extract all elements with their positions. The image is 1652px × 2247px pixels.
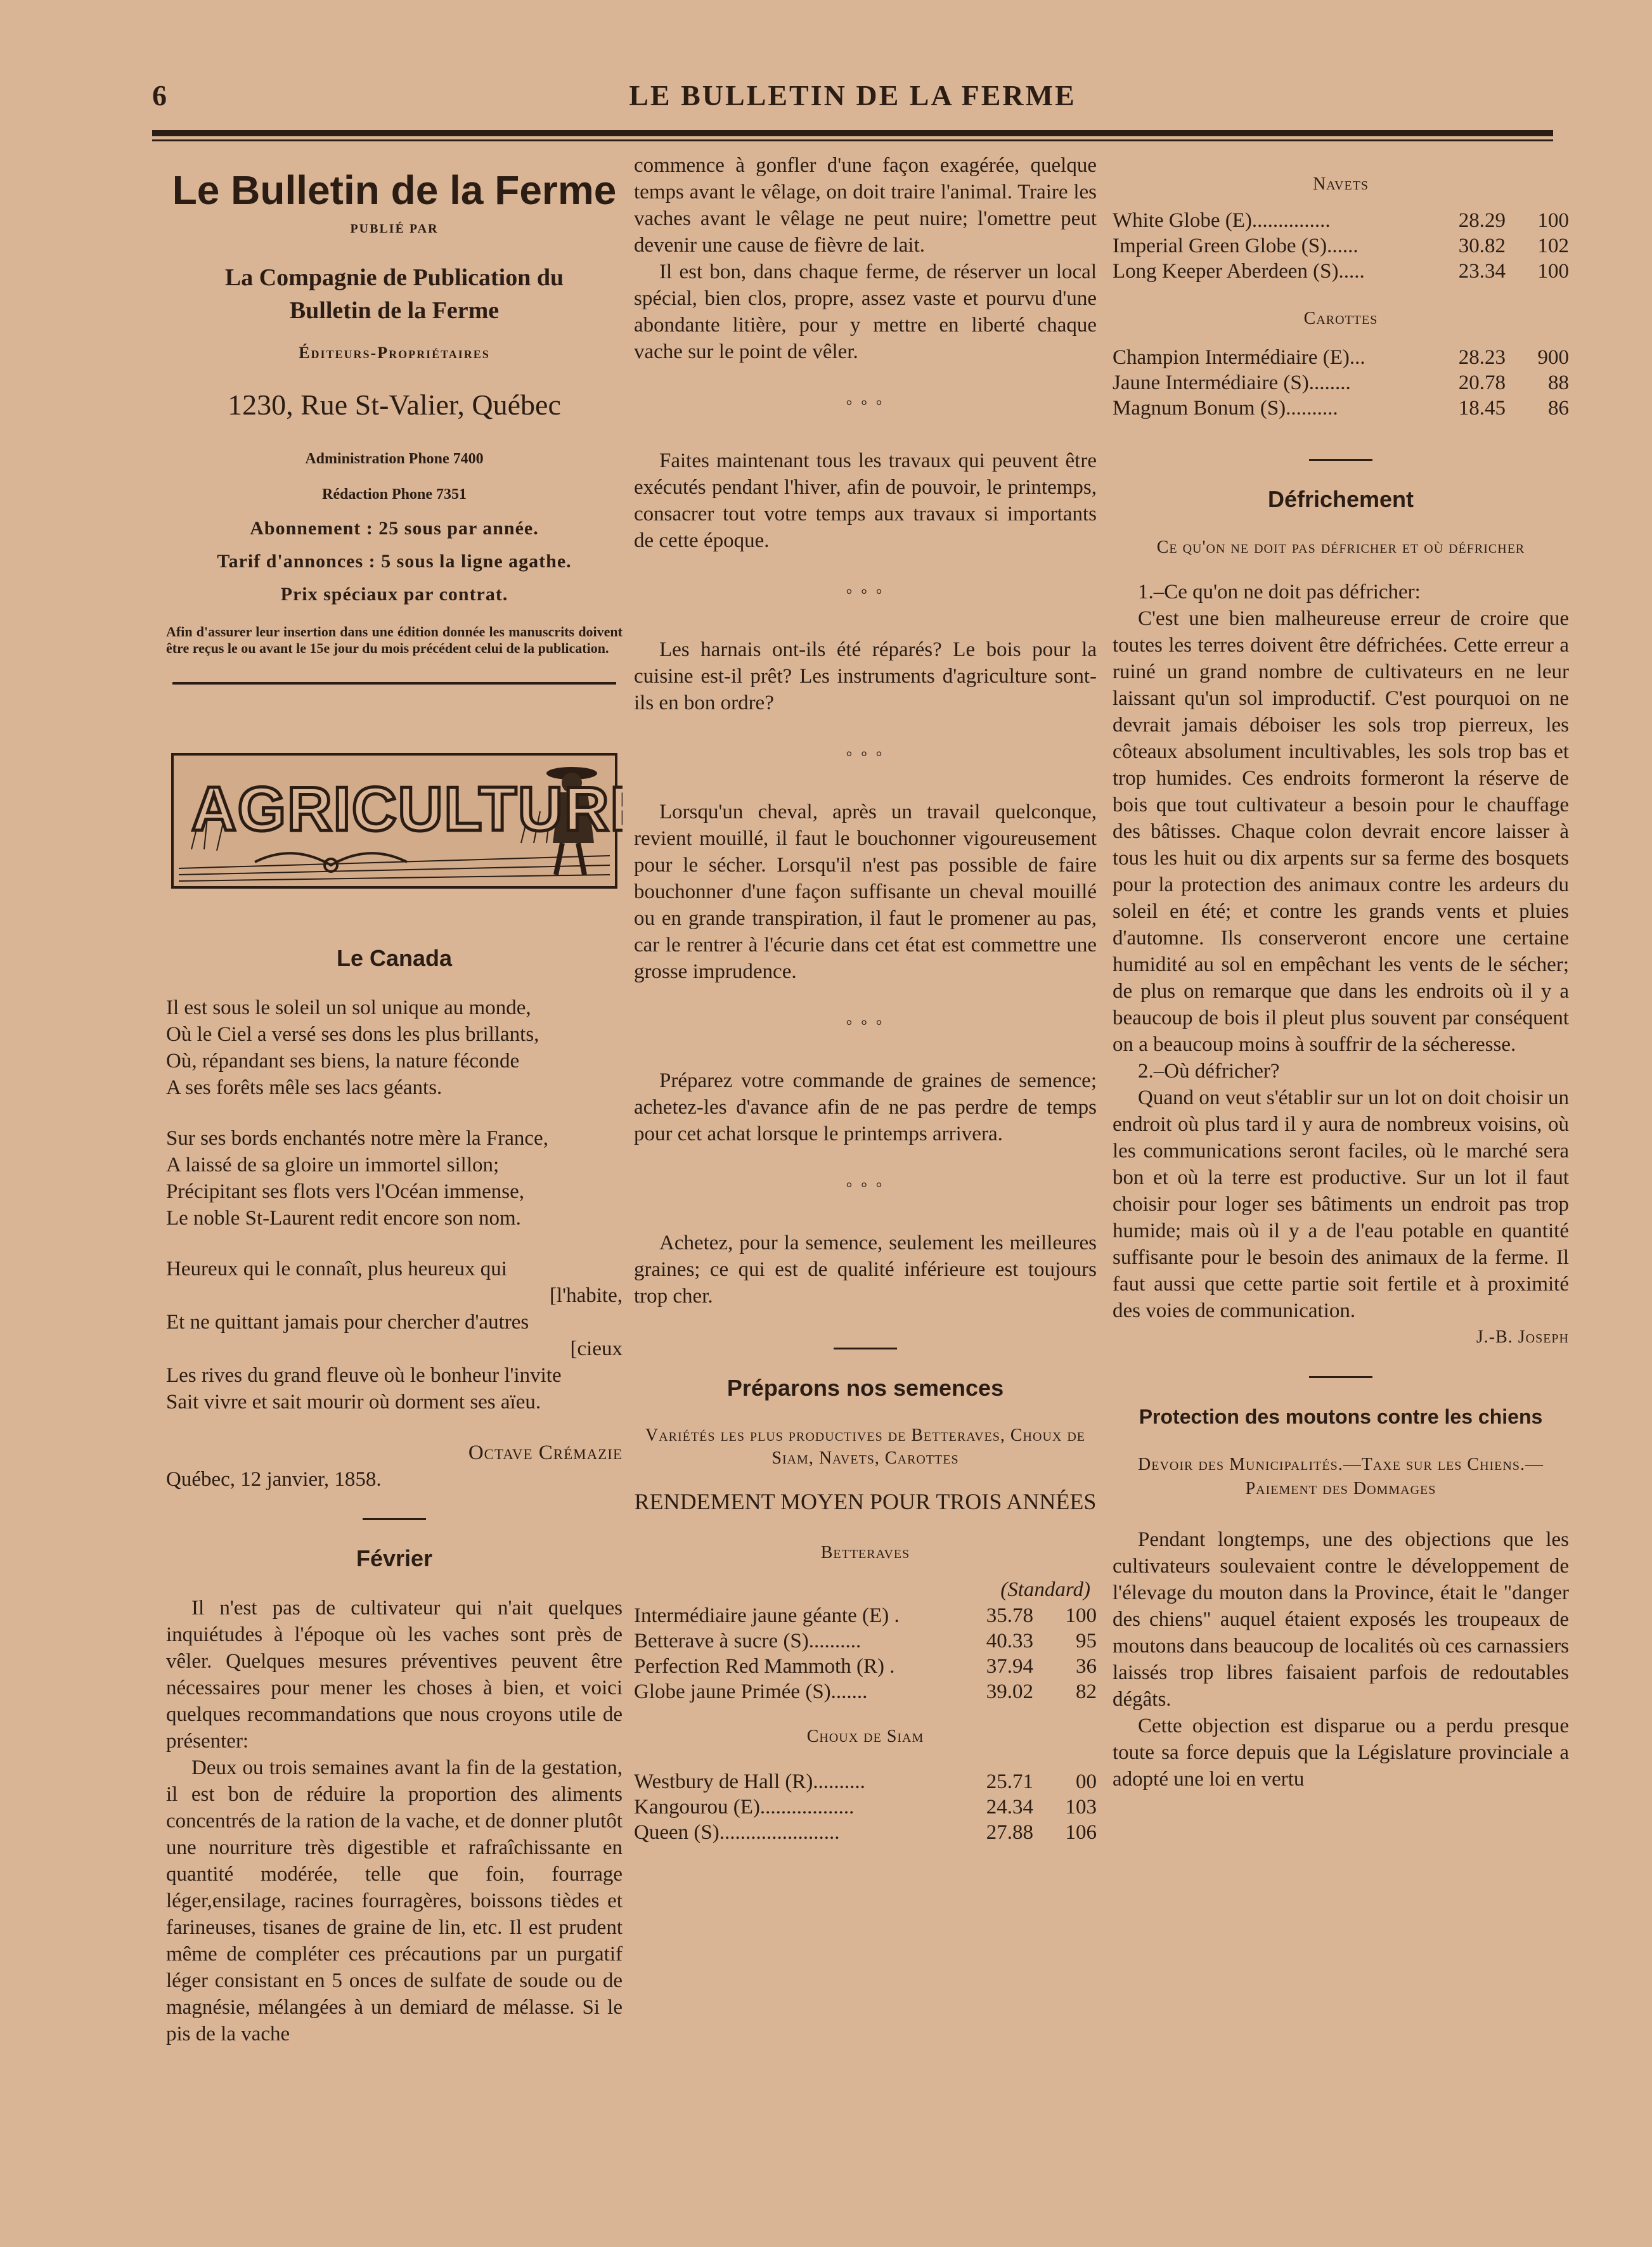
- yield-row: [634, 1603, 1097, 1628]
- navets-table: [1113, 208, 1569, 284]
- moutons-title: Protection des moutons contre les chiens: [1139, 1405, 1543, 1428]
- fevrier-paragraph-2-cont: commence à gonfler d'une façon exagérée, quelque temps avant le vêlage, on doit traire l'animal. Traire les vaches avant le vêlage ne peut nuire; l'omettre peut devenir une cause de fièvre de lait.: [634, 154, 1097, 257]
- poem-line: A ses forêts mêle ses lacs géants.: [166, 1076, 442, 1099]
- rendement-heading: RENDEMENT MOYEN POUR TROIS ANNÉES: [634, 1489, 1097, 1514]
- defrichement-author: J.-B. Joseph: [1476, 1327, 1569, 1347]
- standard-value: 103: [1065, 1796, 1097, 1819]
- address: 1230, Rue St-Valier, Québec: [228, 389, 561, 421]
- standard-label: (Standard): [1000, 1578, 1090, 1601]
- masthead: [166, 165, 623, 657]
- logo-text: AGRICULTURE: [191, 774, 623, 844]
- yield-value: 20.78: [1458, 371, 1506, 394]
- poem: [166, 995, 623, 1493]
- yield-value: 23.34: [1458, 260, 1506, 283]
- column-3: [1113, 152, 1569, 1793]
- poem-stanza-2: [166, 1125, 623, 1232]
- variety-name: Betterave à sucre (S)..........: [634, 1630, 861, 1652]
- poem-line: Sur ses bords enchantés notre mère la France,: [166, 1127, 548, 1150]
- yield-row: [1113, 396, 1569, 421]
- poem-dateline: Québec, 12 janvier, 1858.: [166, 1468, 382, 1491]
- yield-value: 39.02: [986, 1680, 1033, 1703]
- moutons-paragraph-1: Pendant longtemps, une des objections que les cultivateurs soulevaient contre le développement de l'élevage du mouton dans la Province, était le "danger des chiens" auquel étaient exposés les troupeaux de moutons dans beaucoup de localités où ces carnassiers laissés trop libres faisaient parfois de redoutables dégâts.: [1113, 1528, 1569, 1711]
- ad-rate: Tarif d'annonces : 5 sous la ligne agathe.: [217, 551, 572, 572]
- column-2: [634, 152, 1097, 1845]
- yield-row: [634, 1769, 1097, 1794]
- fevrier-paragraph-5: Les harnais ont-ils été réparés? Le bois pour la cuisine est-il prêt? Les instruments d'agriculture sont-ils en bon ordre?: [634, 638, 1097, 714]
- yield-row: [1113, 370, 1569, 396]
- poem-author: Octave Crémazie: [468, 1441, 623, 1464]
- masthead-title: Le Bulletin de la Ferme: [172, 167, 617, 213]
- standard-value: 100: [1537, 260, 1569, 283]
- poem-line: Heureux qui le connaît, plus heureux qui: [166, 1258, 507, 1280]
- yield-row: [634, 1654, 1097, 1679]
- defrichement-title: Défrichement: [1267, 486, 1414, 512]
- defrichement-paragraph-1: C'est une bien malheureuse erreur de croire que toutes les terres doivent être défrichées. Cette erreur a ruiné un grand nombre de cultivateurs en ne leur laissant qu'un sol improductif. C'est pourquoi on ne devrait jamais déboiser les sols trop pierreux, les côteaux absolument incultivables, les sols trop bas et trop humides. Ces endroits formeront la réserve de bois que tout cultivateur a besoin pour le chauffage des bâtisses. Chaque colon devrait encore laisser à tous les huit ou dix arpents sur sa ferme des bosquets pour la protection des animaux contre les ardeurs du soleil en été; et contre les grands vents et pluies d'automne. Ils conserveront encore une certaine humidité au sol en empêchant les vents de le sécher; de plus on remarque que dans les endroits où il y a beaucoup de bois il pleut plus souvent par conséquent on a beaucoup moins à souffrir de la sécheresse.: [1113, 607, 1569, 1056]
- fevrier-title: Février: [356, 1545, 433, 1571]
- standard-value: 95: [1076, 1630, 1097, 1652]
- defrichement-heading-2: 2.–Où défricher?: [1138, 1060, 1280, 1083]
- fevrier-paragraph-1: Il n'est pas de cultivateur qui n'ait quelques inquiétudes à l'époque où les vaches sont près de vêler. Quelques mesures préventives peuvent être nécessaires pour mener les choses à bien, et voici quelques recommandations que nous croyons utile de présenter:: [166, 1597, 623, 1753]
- admin-phone: Administration Phone 7400: [305, 451, 484, 467]
- special-prices: Prix spéciaux par contrat.: [280, 584, 508, 605]
- ornament-separator: ° ° °: [846, 587, 885, 603]
- yield-value: 18.45: [1458, 397, 1506, 420]
- poem-line: Le noble St-Laurent redit encore son nom.: [166, 1207, 521, 1230]
- yield-value: 37.94: [986, 1655, 1033, 1678]
- poem-line-cont: [cieux: [570, 1337, 623, 1360]
- fevrier-paragraph-4: Faites maintenant tous les travaux qui peuvent être exécutés pendant l'hiver, afin de pouvoir, le printemps, consacrer tout votre temps aux travaux si importants de cette époque.: [634, 449, 1097, 552]
- moutons-subtitle: Devoir des Municipalités.—Taxe sur les Chiens.—Paiement des Dommages: [1138, 1455, 1544, 1498]
- yield-value: 30.82: [1458, 235, 1506, 257]
- standard-value: 102: [1537, 235, 1569, 257]
- standard-value: 100: [1537, 209, 1569, 232]
- published-by: PUBLIÉ PAR: [350, 222, 439, 236]
- moutons-paragraph-2: Cette objection est disparue ou a perdu presque toute sa force depuis que la Législature provinciale a adopté une loi en vertu: [1113, 1715, 1569, 1791]
- poem-line: Précipitant ses flots vers l'Océan immense,: [166, 1180, 524, 1203]
- header-rule: [152, 130, 1553, 136]
- yield-value: 28.23: [1458, 346, 1506, 369]
- variety-name: Imperial Green Globe (S)......: [1113, 235, 1358, 257]
- defrichement-heading-1: 1.–Ce qu'on ne doit pas défricher:: [1138, 581, 1421, 603]
- yield-value: 25.71: [986, 1770, 1033, 1793]
- variety-name: Westbury de Hall (R)..........: [634, 1770, 865, 1793]
- section-divider: [172, 682, 616, 685]
- poem-line: Il est sous le soleil un sol unique au monde,: [166, 996, 531, 1019]
- standard-value: 86: [1548, 397, 1569, 420]
- yield-row: [1113, 345, 1569, 370]
- variety-name: Long Keeper Aberdeen (S).....: [1113, 260, 1365, 283]
- variety-name: Queen (S).......................: [634, 1821, 840, 1844]
- variety-name: Kangourou (E)..................: [634, 1796, 855, 1819]
- variety-name: Globe jaune Primée (S).......: [634, 1680, 868, 1703]
- semences-title: Préparons nos semences: [726, 1375, 1004, 1401]
- company-line-1: La Compagnie de Publication du: [224, 264, 564, 291]
- poem-line: Les rives du grand fleuve où le bonheur l'invite: [166, 1364, 562, 1387]
- fevrier-paragraph-2: Deux ou trois semaines avant la fin de la gestation, il est bon de réduire la proportion des aliments concentrés de la ration de la vache, et de donner plutôt une nourriture très digestible et rafraîchissante en quantité modérée, telle que foin, fourrage léger,ensilage, racines fourragères, boissons tièdes et farineuses, tisanes de graine de lin, etc. Il est prudent même de compléter ces précautions par un purgatif léger consistant en 5 onces de sulfate de soude ou de magnésie, mélangées à un demiard de mélasse. Si le pis de la vache: [166, 1756, 623, 2045]
- column-1: [166, 152, 623, 2047]
- variety-name: Perfection Red Mammoth (R) .: [634, 1655, 895, 1678]
- fevrier-paragraph-7: Préparez votre commande de graines de semence; achetez-les d'avance afin de ne pas perdre de temps pour cet achat lorsque le printemps arrivera.: [634, 1069, 1097, 1145]
- company-line-2: Bulletin de la Ferme: [289, 297, 500, 324]
- yield-value: 35.78: [986, 1604, 1033, 1627]
- section-divider: [1309, 459, 1372, 461]
- redaction-phone: Rédaction Phone 7351: [322, 486, 467, 503]
- page-number: 6: [152, 79, 167, 112]
- navets-title: Navets: [1312, 174, 1369, 194]
- defrichement-paragraph-2: Quand on veut s'établir sur un lot on doit choisir un endroit où plus tard il y aura de nombreux voisins, où les communications seront faciles, où le marché sera bon et où la terre est productive. Sur un lot il faut choisir pour loger ses bâtiments un endroit pas trop humide; mais où il y a de l'eau potable en quantité suffisante pour le besoin des animaux de la ferme. Il faut aussi que cette partie soit fertile et à proximité des voies de communication.: [1113, 1086, 1569, 1322]
- standard-value: 82: [1076, 1680, 1097, 1703]
- yield-value: 28.29: [1458, 209, 1506, 232]
- standard-value: 100: [1065, 1604, 1097, 1627]
- standard-value: 00: [1076, 1770, 1097, 1793]
- poem-title: Le Canada: [336, 945, 453, 971]
- poem-line-cont: [l'habite,: [550, 1284, 623, 1307]
- journal-title: LE BULLETIN DE LA FERME: [629, 79, 1076, 112]
- yield-row: [634, 1679, 1097, 1704]
- yield-value: 27.88: [986, 1821, 1033, 1844]
- ornament-separator: ° ° °: [846, 1180, 885, 1197]
- section-divider: [834, 1348, 897, 1349]
- poem-stanza-1: [166, 995, 623, 1101]
- section-divider: [1309, 1376, 1372, 1378]
- yield-row: [634, 1628, 1097, 1654]
- carottes-title: Carottes: [1303, 309, 1378, 328]
- poem-line: Sait vivre et sait mourir où dorment ses aïeu.: [166, 1391, 541, 1413]
- ornament-separator: ° ° °: [846, 749, 885, 766]
- section-divider: [363, 1518, 426, 1520]
- semences-subtitle: Variétés les plus productives de Betteraves, Choux de Siam, Navets, Carottes: [645, 1426, 1085, 1468]
- poem-line: A laissé de sa gloire un immortel sillon;: [166, 1154, 500, 1176]
- yield-row: [634, 1820, 1097, 1845]
- standard-value: 36: [1076, 1655, 1097, 1678]
- yield-row: [1113, 233, 1569, 259]
- fevrier-paragraph-6: Lorsqu'un cheval, après un travail quelconque, revient mouillé, il faut le bouchonner vigoureusement pour le sécher. Lorsqu'il n'est pas possible de faire bouchonner d'une façon suffisante un cheval mouillé ou en grande transpiration, il faut le promener au pas, car le rentrer à l'écurie dans cet état est commettre une grosse imprudence.: [634, 801, 1097, 983]
- yield-row: [634, 1794, 1097, 1820]
- variety-name: Jaune Intermédiaire (S)........: [1113, 371, 1351, 394]
- yield-row: [1113, 208, 1569, 233]
- ornament-separator: ° ° °: [846, 1018, 885, 1034]
- agriculture-logo: [166, 748, 623, 894]
- poem-stanza-3: [166, 1256, 623, 1415]
- variety-name: Intermédiaire jaune géante (E) .: [634, 1604, 900, 1627]
- subscription: Abonnement : 25 sous par année.: [250, 518, 539, 539]
- betteraves-title: Betteraves: [820, 1543, 910, 1562]
- variety-name: White Globe (E)...............: [1113, 209, 1331, 232]
- poem-line: Où, répandant ses biens, la nature féconde: [166, 1050, 520, 1072]
- variety-name: Champion Intermédiaire (E)...: [1113, 346, 1365, 369]
- yield-value: 24.34: [986, 1796, 1033, 1819]
- fevrier-paragraph-8: Achetez, pour la semence, seulement les meilleures graines; ce qui est de qualité inférieure est toujours trop cher.: [634, 1232, 1097, 1308]
- ornament-separator: ° ° °: [846, 398, 885, 415]
- defrichement-subtitle: Ce qu'on ne doit pas défricher et où défricher: [1156, 538, 1525, 557]
- yield-row: [1113, 259, 1569, 284]
- poem-line: Où le Ciel a versé ses dons les plus brillants,: [166, 1023, 539, 1046]
- betteraves-table: [634, 1603, 1097, 1704]
- standard-value: 88: [1548, 371, 1569, 394]
- choux-table: [634, 1769, 1097, 1845]
- editors: Éditeurs-Propriétaires: [299, 344, 490, 362]
- header-rule-thin: [152, 139, 1553, 141]
- yield-value: 40.33: [986, 1630, 1033, 1652]
- choux-title: Choux de Siam: [806, 1727, 924, 1746]
- variety-name: Magnum Bonum (S)..........: [1113, 397, 1338, 420]
- poem-line: Et ne quittant jamais pour chercher d'autres: [166, 1311, 529, 1334]
- carottes-table: [1113, 345, 1569, 421]
- publication-note: Afin d'assurer leur insertion dans une édition donnée les manuscrits doivent être reçus le ou avant le 15e jour du mois précédent celui de la publication.: [166, 624, 623, 656]
- fevrier-paragraph-3: Il est bon, dans chaque ferme, de réserver un local spécial, bien clos, propre, assez vaste et pourvu d'une abondante litière, pour y mettre en liberté chaque vache sur le point de vêler.: [634, 261, 1097, 363]
- page-header: [152, 76, 1553, 120]
- standard-value: 106: [1065, 1821, 1097, 1844]
- standard-value: 900: [1537, 346, 1569, 369]
